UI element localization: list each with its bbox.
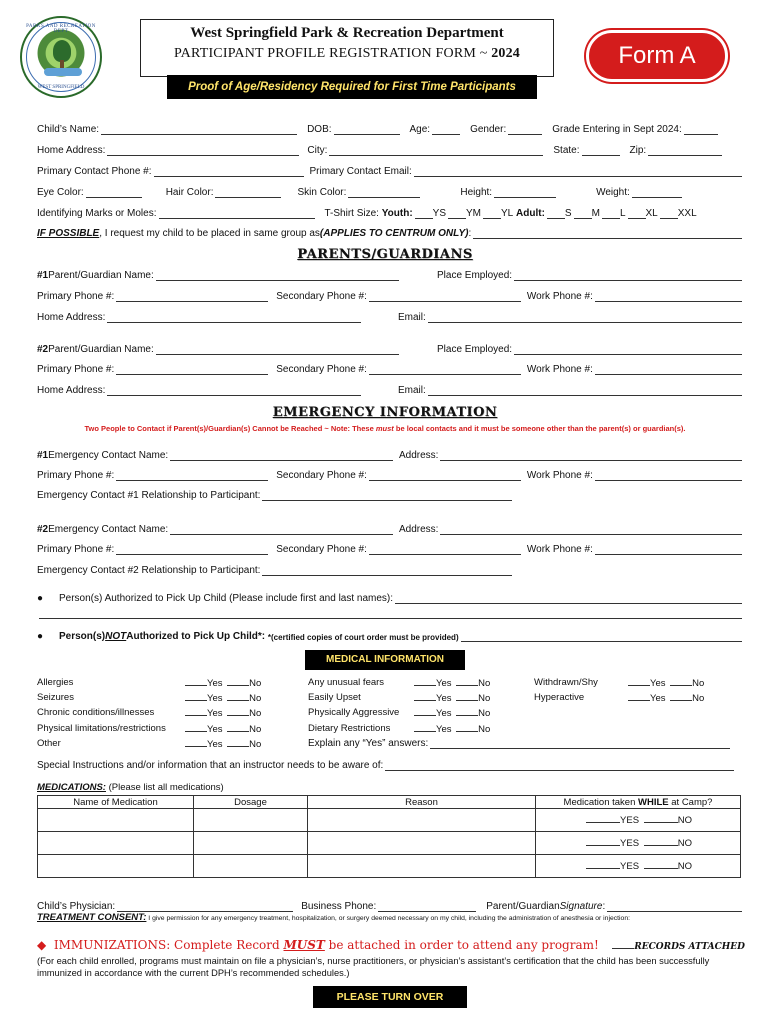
emergency1-row-3: [37, 490, 742, 501]
not-authorized-label-b: Authorized to Pick Up Child*:: [126, 631, 266, 642]
condition-withdrawn: Withdrawn/Shy: [534, 677, 598, 688]
yes-label: YES: [620, 861, 640, 872]
no-label: No: [249, 693, 262, 705]
form-title-text: PARTICIPANT PROFILE REGISTRATION FORM ~: [173, 46, 492, 61]
explain-yes-label: Explain any “Yes” answers:: [308, 738, 429, 749]
no-label: No: [692, 678, 705, 689]
medications-table: [37, 795, 741, 878]
reason-cell[interactable]: [308, 809, 536, 832]
emergency1-primary-phone-field[interactable]: [37, 470, 268, 481]
condition-physical: Physical limitations/restrictions: [37, 722, 166, 734]
guardian2-secondary-phone-label: Secondary Phone #:: [276, 364, 367, 375]
pickup-authorized-label: Person(s) Authorized to Pick Up Child (Please include first and last names):: [59, 593, 394, 604]
reason-header: Reason: [308, 796, 536, 809]
l-label: L: [619, 208, 626, 219]
guardian2-name-label: Parent/Guardian Name:: [48, 344, 154, 355]
yl-blank[interactable]: [483, 208, 501, 219]
primary-contact-email-field[interactable]: [310, 166, 743, 177]
pickup-authorized-line-2[interactable]: [39, 608, 742, 619]
guardian2-number: #2: [37, 344, 49, 355]
no-label: No: [249, 723, 262, 735]
emergency-note-b: be local contacts and it must be someone other than the parent(s) or guardian(s).: [393, 424, 686, 433]
guardian1-row-2: [37, 291, 742, 302]
skin-color-field[interactable]: [297, 187, 420, 198]
physician-label: Child’s Physician:: [37, 901, 116, 912]
emergency2-primary-phone-field[interactable]: [37, 544, 268, 555]
taken-at-camp-cell[interactable]: [536, 809, 741, 832]
condition-hyperactive: Hyperactive: [534, 692, 585, 704]
height-field[interactable]: [460, 187, 556, 198]
immunization-note: (For each child enrolled, programs must maintain on file a physician’s, nurse practitioners, or physician’s assistant’s certification that the child has been successfully immunized in accordance with the current DPH’s recommended schedules.): [37, 956, 710, 978]
grade-label: Grade Entering in Sept 2024:: [552, 124, 682, 135]
medications-label: MEDICATIONS:: [37, 782, 106, 793]
guardian1-email-label: Email:: [398, 312, 426, 323]
ys-blank[interactable]: [415, 208, 433, 219]
primary-contact-email-label: Primary Contact Email:: [309, 166, 412, 177]
xl-label: XL: [645, 208, 658, 219]
identifying-marks-field[interactable]: [37, 208, 315, 219]
guardian2-primary-phone-field[interactable]: [37, 364, 268, 375]
yes-label: Yes: [436, 723, 452, 735]
no-label: NO: [677, 861, 692, 872]
emergency2-work-phone-label: Work Phone #:: [526, 544, 593, 555]
gender-label: Gender:: [470, 124, 507, 135]
no-label: No: [478, 693, 491, 705]
emergency1-address-label: Address:: [399, 450, 439, 461]
signature-field[interactable]: Parent/Guardian Signature :: [486, 901, 742, 912]
yes-label: Yes: [650, 693, 666, 705]
state-label: State:: [553, 145, 580, 156]
guardian1-row-1: [37, 270, 742, 281]
dob-label: DOB:: [307, 124, 332, 135]
guardian1-number: #1: [37, 270, 49, 281]
emergency-note-must: must: [375, 424, 394, 433]
adult-label: Adult:: [516, 208, 545, 219]
yes-label: Yes: [436, 693, 452, 705]
not-authorized-not: NOT: [105, 631, 127, 642]
gender-field[interactable]: [470, 124, 542, 135]
medication-row: [38, 809, 741, 832]
child-row-1: [37, 124, 742, 135]
child-row-3: [37, 166, 742, 177]
emergency1-name-field[interactable]: [37, 450, 393, 461]
emergency1-name-label: Emergency Contact Name:: [48, 450, 169, 461]
records-attached-label: RECORDS ATTACHED: [634, 942, 745, 952]
condition-allergies: Allergies: [37, 677, 74, 688]
business-phone-field[interactable]: [301, 901, 476, 912]
no-label: No: [478, 708, 491, 720]
emergency2-secondary-phone-field[interactable]: [276, 544, 521, 555]
no-label: No: [249, 678, 262, 689]
guardian1-employer-label: Place Employed:: [437, 270, 513, 281]
medications-note: (Please list all medications): [105, 782, 224, 793]
explain-yes-field[interactable]: [308, 738, 730, 749]
guardian1-address-label: Home Address:: [37, 312, 106, 323]
guardian1-secondary-phone-label: Secondary Phone #:: [276, 291, 367, 302]
condition-fears: Any unusual fears: [308, 677, 385, 688]
child-row-5: [37, 208, 742, 219]
reason-cell[interactable]: [308, 832, 536, 855]
dosage-cell[interactable]: [194, 832, 308, 855]
primary-contact-phone-label: Primary Contact Phone #:: [37, 166, 152, 177]
emergency2-row-3: [37, 565, 742, 576]
department-title: West Springfield Park & Recreation Department: [190, 25, 504, 41]
eye-color-field[interactable]: [37, 187, 142, 198]
emergency1-row-2: [37, 470, 742, 481]
emergency2-relationship-label: Emergency Contact #2 Relationship to Participant:: [37, 565, 261, 576]
guardian2-email-label: Email:: [398, 385, 426, 396]
emergency1-relationship-label: Emergency Contact #1 Relationship to Participant:: [37, 490, 261, 501]
treatment-consent-text: I give permission for any emergency treatment, hospitalization, or surgery deemed necessary on my child, including the administration of anesthesia or injection:: [146, 915, 630, 922]
medical-column-1-yes-no: [183, 677, 261, 753]
weight-field[interactable]: [596, 187, 682, 198]
guardian2-name-field[interactable]: [37, 344, 399, 355]
emergency2-secondary-phone-label: Secondary Phone #:: [276, 544, 367, 555]
physician-field[interactable]: [37, 901, 293, 912]
yes-no-row[interactable]: [183, 677, 261, 692]
no-label: No: [249, 708, 262, 720]
not-authorized-row: [37, 631, 742, 642]
identifying-marks-label: Identifying Marks or Moles:: [37, 208, 157, 219]
l-blank[interactable]: [602, 208, 620, 219]
guardian2-employer-label: Place Employed:: [437, 344, 513, 355]
hair-color-label: Hair Color:: [165, 187, 214, 198]
form-year: 2024: [491, 46, 521, 61]
no-label: No: [478, 678, 491, 689]
medical-column-2-yes-no: [412, 677, 490, 738]
age-field[interactable]: [410, 124, 461, 135]
guardian2-primary-phone-label: Primary Phone #:: [37, 364, 115, 375]
yes-no-row[interactable]: [412, 707, 490, 722]
court-order-note: *(certified copies of court order must be provided): [267, 633, 459, 642]
no-label: No: [692, 693, 705, 705]
xxl-blank[interactable]: [660, 208, 678, 219]
yes-label: YES: [620, 815, 640, 826]
youth-label: Youth:: [381, 208, 413, 219]
xl-blank[interactable]: [628, 208, 646, 219]
business-phone-label: Business Phone:: [301, 901, 377, 912]
taken-at-camp-header: Medication taken WHILE at Camp?: [536, 796, 741, 809]
special-instructions-row: [37, 760, 734, 771]
state-field[interactable]: [553, 145, 619, 156]
signature-label-italic: Signature: [559, 901, 603, 912]
special-instructions-field[interactable]: [37, 760, 734, 771]
child-row-4: [37, 187, 742, 198]
ym-label: YM: [466, 208, 482, 219]
yes-label: Yes: [650, 678, 666, 689]
emergency1-work-phone-label: Work Phone #:: [526, 470, 593, 481]
hair-color-field[interactable]: [166, 187, 282, 198]
no-label: No: [249, 738, 262, 750]
guardian1-employer-field[interactable]: [437, 270, 742, 281]
guardian2-address-label: Home Address:: [37, 385, 106, 396]
same-group-label: , I request my child to be placed in same group as: [99, 228, 320, 239]
emergency2-work-phone-field[interactable]: [527, 544, 742, 555]
emergency2-primary-phone-label: Primary Phone #:: [37, 544, 115, 555]
logo-tree-icon: [53, 40, 71, 62]
grade-field[interactable]: [552, 124, 718, 135]
yl-label: YL: [501, 208, 514, 219]
form-title: [141, 46, 553, 62]
emergency2-name-label: Emergency Contact Name:: [48, 524, 169, 535]
condition-easily-upset: Easily Upset: [308, 692, 361, 704]
guardian2-address-field[interactable]: [37, 385, 361, 396]
yes-label: Yes: [207, 693, 223, 705]
guardian1-email-field[interactable]: [398, 312, 742, 323]
emergency-note: [0, 424, 770, 433]
special-instructions-label: Special Instructions and/or information that an instructor needs to be aware of:: [37, 760, 384, 771]
emergency1-address-field[interactable]: [399, 450, 742, 461]
city-label: City:: [307, 145, 328, 156]
logo-bottom-text: WEST SPRINGFIELD: [37, 85, 85, 90]
emergency1-secondary-phone-label: Secondary Phone #:: [276, 470, 367, 481]
diamond-bullet-icon: ◆: [37, 938, 47, 952]
pickup-row: [37, 593, 742, 604]
logo-water: [44, 68, 82, 76]
yes-no-row[interactable]: [183, 738, 261, 753]
s-blank[interactable]: [547, 208, 565, 219]
yes-no-row[interactable]: [412, 677, 490, 692]
if-possible-label: IF POSSIBLE: [37, 228, 100, 239]
dosage-header: Dosage: [194, 796, 308, 809]
home-address-field[interactable]: [37, 145, 299, 156]
yes-label: Yes: [207, 678, 223, 689]
guardian2-work-phone-field[interactable]: [527, 364, 742, 375]
yes-label: Yes: [207, 708, 223, 720]
treatment-consent: [37, 912, 630, 923]
yes-no-row[interactable]: [412, 723, 490, 738]
ys-label: YS: [432, 208, 447, 219]
medication-name-cell[interactable]: [38, 855, 194, 878]
yes-label: Yes: [436, 708, 452, 720]
emergency2-address-field[interactable]: [399, 524, 742, 535]
centrum-note: (APPLIES TO CENTRUM ONLY): [319, 228, 469, 239]
emergency1-number: #1: [37, 450, 49, 461]
department-logo: [20, 16, 102, 98]
immunizations-notice: [37, 938, 745, 952]
same-group-row: [37, 228, 742, 239]
records-attached-blank[interactable]: [612, 940, 634, 949]
medications-header-row: [38, 796, 741, 809]
emergency1-row-1: [37, 450, 742, 461]
emergency1-work-phone-field[interactable]: [527, 470, 742, 481]
guardian1-secondary-phone-field[interactable]: [276, 291, 521, 302]
no-label: No: [478, 723, 491, 735]
pickup-bullet-icon: ●: [37, 593, 44, 604]
emergency1-primary-phone-label: Primary Phone #:: [37, 470, 115, 481]
medical-heading: MEDICAL INFORMATION: [305, 650, 465, 670]
age-label: Age:: [409, 124, 431, 135]
please-turn-over-banner: PLEASE TURN OVER: [313, 986, 467, 1008]
weight-label: Weight:: [596, 187, 630, 198]
not-authorized-bullet-icon: ●: [37, 631, 44, 642]
immunizations-text-b: be attached in order to attend any program!: [324, 938, 599, 952]
eye-color-label: Eye Color:: [37, 187, 84, 198]
medication-row: [38, 832, 741, 855]
guardian1-row-3: [37, 312, 742, 323]
emergency2-name-field[interactable]: [37, 524, 393, 535]
xxl-label: XXL: [677, 208, 697, 219]
medical-column-1: [37, 677, 166, 753]
guardian1-primary-phone-field[interactable]: [37, 291, 268, 302]
medication-row: [38, 855, 741, 878]
not-authorized-field[interactable]: [59, 631, 742, 642]
same-group-field[interactable]: [37, 228, 742, 239]
guardian1-work-phone-label: Work Phone #:: [526, 291, 593, 302]
m-blank[interactable]: [574, 208, 592, 219]
height-label: Height:: [460, 187, 493, 198]
pickup-row-continued: [37, 608, 742, 619]
yes-no-row[interactable]: [183, 692, 261, 707]
taken-at-camp-cell[interactable]: [536, 832, 741, 855]
yes-label: Yes: [207, 738, 223, 750]
s-label: S: [564, 208, 572, 219]
medical-column-2: [308, 677, 399, 738]
home-address-label: Home Address:: [37, 145, 106, 156]
taken-at-camp-cell[interactable]: [536, 855, 741, 878]
child-name-field[interactable]: [37, 124, 297, 135]
guardian2-work-phone-label: Work Phone #:: [526, 364, 593, 375]
yes-no-row[interactable]: [183, 723, 261, 738]
condition-aggressive: Physically Aggressive: [308, 707, 400, 719]
emergency2-row-1: [37, 524, 742, 535]
yes-no-row[interactable]: [412, 692, 490, 707]
form-a-badge: Form A: [586, 30, 728, 82]
signature-label: Parent/Guardian: [486, 901, 560, 912]
condition-chronic: Chronic conditions/illnesses: [37, 707, 155, 719]
zip-field[interactable]: [630, 145, 723, 156]
m-label: M: [591, 208, 600, 219]
guardian1-name-field[interactable]: [37, 270, 399, 281]
emergency-heading: EMERGENCY INFORMATION: [272, 405, 498, 420]
tshirt-label: T-Shirt Size:: [324, 208, 379, 219]
guardian2-row-3: [37, 385, 742, 396]
emergency2-row-2: [37, 544, 742, 555]
child-row-2: [37, 145, 742, 156]
medication-name-header: Name of Medication: [38, 796, 194, 809]
dosage-cell[interactable]: [194, 855, 308, 878]
dosage-cell[interactable]: [194, 809, 308, 832]
yes-label: YES: [620, 838, 640, 849]
pickup-authorized-field[interactable]: [59, 593, 742, 604]
guardian2-employer-field[interactable]: [437, 344, 742, 355]
no-label: NO: [677, 815, 692, 826]
zip-label: Zip:: [629, 145, 647, 156]
medical-column-3: [534, 677, 598, 707]
guardian2-row-1: [37, 344, 742, 355]
title-box: [140, 19, 554, 77]
medication-name-cell[interactable]: [38, 809, 194, 832]
medications-label-row: [37, 782, 224, 793]
emergency2-address-label: Address:: [399, 524, 439, 535]
not-authorized-label-a: Person(s): [59, 631, 106, 642]
parents-heading: PARENTS/GUARDIANS: [297, 247, 473, 262]
ym-blank[interactable]: [448, 208, 466, 219]
primary-contact-phone-field[interactable]: [37, 166, 304, 177]
emergency2-number: #2: [37, 524, 49, 535]
guardian1-work-phone-field[interactable]: [527, 291, 742, 302]
no-label: NO: [677, 838, 692, 849]
yes-label: Yes: [207, 723, 223, 735]
child-name-label: Child’s Name:: [37, 124, 100, 135]
emergency1-secondary-phone-field[interactable]: [276, 470, 521, 481]
tshirt-size-field: [325, 208, 697, 219]
yes-no-row[interactable]: [183, 707, 261, 722]
proof-banner: Proof of Age/Residency Required for First Time Participants: [167, 75, 537, 99]
yes-no-row[interactable]: [626, 677, 704, 692]
yes-no-row[interactable]: [626, 692, 704, 707]
skin-color-label: Skin Color:: [297, 187, 347, 198]
explain-yes-row: [308, 738, 730, 749]
treatment-consent-label: TREATMENT CONSENT:: [37, 912, 147, 923]
guardian1-address-field[interactable]: [37, 312, 361, 323]
physician-row: [37, 901, 742, 912]
emergency-note-a: Two People to Contact if Parent(s)/Guardian(s) Cannot be Reached ~ Note: These: [84, 424, 376, 433]
yes-label: Yes: [436, 678, 452, 689]
guardian2-secondary-phone-field[interactable]: [276, 364, 521, 375]
logo-trunk: [60, 60, 64, 68]
immunizations-text-a: IMMUNIZATIONS: Complete Record: [53, 938, 284, 952]
guardian2-row-2: [37, 364, 742, 375]
city-field[interactable]: [307, 145, 543, 156]
guardian1-name-label: Parent/Guardian Name:: [48, 270, 154, 281]
condition-seizures: Seizures: [37, 692, 74, 704]
guardian2-email-field[interactable]: [398, 385, 742, 396]
guardian1-primary-phone-label: Primary Phone #:: [37, 291, 115, 302]
immunizations-must: MUST: [283, 938, 325, 952]
dob-field[interactable]: [307, 124, 399, 135]
condition-other: Other: [37, 737, 61, 749]
emergency2-relationship-field[interactable]: [37, 565, 512, 576]
same-group-colon: :: [468, 228, 472, 239]
logo-top-text: PARKS AND RECREATION DEPT: [26, 24, 96, 34]
medical-column-3-yes-no: [626, 677, 704, 707]
reason-cell[interactable]: [308, 855, 536, 878]
medication-name-cell[interactable]: [38, 832, 194, 855]
condition-dietary: Dietary Restrictions: [308, 722, 391, 734]
emergency1-relationship-field[interactable]: [37, 490, 512, 501]
